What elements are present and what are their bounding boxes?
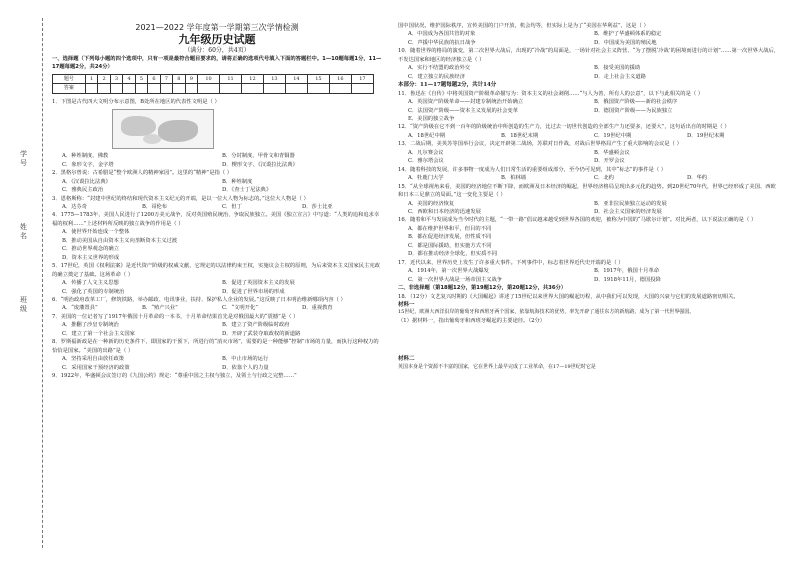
option-group bbox=[52, 321, 382, 338]
table-cell bbox=[135, 84, 147, 93]
answer-option: A．英国资产阶级革命——封建专制统治开始确立 bbox=[408, 99, 524, 106]
question bbox=[398, 166, 780, 183]
answer-option: D．开罗会议 bbox=[594, 158, 625, 165]
answer-option: B．促进了英国资本主义的发展 bbox=[222, 280, 295, 287]
table-cell: 11 bbox=[220, 74, 242, 83]
question-stem: 15．“从全球视角来看，美国的经济地位不断下降，而欧洲及日本经济的崛起，世界经济格局呈现出多元化的趋势。到20世纪70年代，世界已经形成了美国、西欧和日本三足鼎立的局面。”这一变化主要是（ ） bbox=[398, 183, 776, 199]
table-cell bbox=[241, 84, 263, 93]
question-stem: 5．17世纪，英国《权利法案》是近代资产阶级的权威文献，它规定的以法律约束王权，实施议会主权的原则，为后来资本主义国家民主宪政的确立奠定了基础。这场革命（ ） bbox=[52, 263, 380, 278]
question-18: 18．（12分）文艺复兴时期的《大国崛起》讲述了15世纪以来世界大国的崛起历程，从中我们可以发现，大国的兴衰与它们的发展道路密切相关。 bbox=[398, 293, 739, 300]
table-cell bbox=[285, 84, 307, 93]
binding-label: 名 bbox=[20, 232, 27, 240]
table-cell bbox=[98, 84, 110, 93]
answer-option: B．柏林墙 bbox=[501, 175, 527, 182]
table-cell: 6 bbox=[148, 74, 160, 83]
answer-option: D．都在推动经济全球化，但实质不同 bbox=[408, 251, 497, 258]
table-cell bbox=[160, 84, 172, 93]
table-cell: 14 bbox=[285, 74, 307, 83]
question-stem: 10．随着世界的格局的演变，第二次世界大战后，出现的“冷战”的局面是，一场针对社会主义阵营、“为了摆脱‘冷战’的困境而进行的计划”……第一次世界大战后，不发达国家和地区的经济独立是（ ） bbox=[398, 48, 780, 63]
answer-option: B．俄国资产阶级——新的社会秩序 bbox=[594, 99, 678, 106]
question bbox=[52, 169, 382, 194]
option-group bbox=[52, 355, 382, 372]
answer-option: A．达芬奇 bbox=[62, 203, 88, 210]
answer-option: A．实行不结盟的政治外交 bbox=[408, 65, 471, 72]
answer-option: A．“废藩置县” bbox=[62, 305, 98, 312]
question-stem: 4．1775—1783年，美国人民进行了1200万美元战争，反对英国殖民统治，争取民族独立。美国《独立宣言》中写道：“人类的追和追求幸福的权利……”上述材料所反映的独立战争的作用是（ ） bbox=[52, 212, 380, 227]
answer-option: C．声援中华民族的抗日战争 bbox=[408, 39, 476, 46]
table-cell: 10 bbox=[198, 74, 220, 83]
question bbox=[398, 140, 780, 165]
table-cell: 9 bbox=[185, 74, 197, 83]
table-cell: 2 bbox=[98, 74, 110, 83]
answer-option: A．中国成为各国共管的对象 bbox=[408, 31, 476, 38]
landmass bbox=[121, 116, 156, 136]
answer-option: D．走上社会主义道路 bbox=[594, 73, 646, 80]
table-cell: 7 bbox=[160, 74, 172, 83]
question bbox=[52, 296, 382, 313]
cut-line bbox=[42, 18, 43, 548]
world-map-figure bbox=[112, 109, 214, 149]
table-cell: 8 bbox=[173, 74, 185, 83]
table-cell bbox=[173, 84, 185, 93]
landmass bbox=[158, 120, 198, 142]
exam-title: 九年级历史试题 bbox=[178, 33, 256, 46]
question bbox=[52, 211, 382, 262]
question-stem: 1．下图是古代四大文明分布示意图，B处所在地区的代表性文明是（ ） bbox=[52, 98, 220, 105]
answer-option: C．“文明开化” bbox=[222, 305, 258, 312]
answer-option: C．都是国际援助，但实施方式不同 bbox=[408, 242, 492, 249]
answer-option: B．中止市场的运行 bbox=[222, 356, 269, 363]
answer-option: C．建立了第一个社会主义国家 bbox=[62, 330, 135, 337]
answer-option: D．重视教育 bbox=[302, 305, 333, 312]
answer-option: D．社会主义国家的经济发展 bbox=[594, 208, 662, 215]
table-cell: 4 bbox=[123, 74, 135, 83]
option-group bbox=[52, 304, 382, 312]
question-18-1: （1）据材料一，指出葡萄牙和西班牙崛起的主要途径。（2分） bbox=[398, 318, 546, 324]
answer-option: C．法国资产阶级——资本主义发展的社会变革 bbox=[408, 107, 518, 114]
binding-label: 姓 bbox=[20, 223, 27, 231]
binding-label: 级 bbox=[20, 305, 27, 313]
question-stem: 16．随着和平与发展成为当今时代的主题，“一带一路”倡议越来越受到世界各国的欢迎，被称为中国的“马歇尔计划”。对比两者，以下说法正确的是（ ） bbox=[398, 217, 757, 224]
option-group bbox=[52, 228, 382, 262]
table-cell: 15 bbox=[307, 74, 329, 83]
table-cell bbox=[85, 84, 97, 93]
material-text: 15世纪，欧洲大西洋沿岸的葡萄牙和西班牙两个国家，依靠航海技术的优势，率先开辟了通往东方的新航路，成为了第一代世界强国。 bbox=[398, 309, 695, 316]
question bbox=[398, 90, 780, 124]
answer-option: B．种姓制度 bbox=[222, 178, 253, 185]
question bbox=[52, 195, 382, 212]
answer-option: C．西欧和日本经济的迅速发展 bbox=[408, 208, 481, 215]
question-stem: 14．随着科技的发展，许多事物一度成为人们日常生活的重要组成部分，至今仍可见到，其中“标志”的事件是（ ） bbox=[398, 166, 667, 173]
answer-option: C．推动世界观念的确立 bbox=[62, 246, 120, 253]
question bbox=[398, 183, 780, 217]
option-group bbox=[52, 178, 382, 195]
question-stem: 2．黑格尔曾说：古希腊是“整个欧洲人的精神家园”。这里的“精神”是指（ ） bbox=[52, 170, 233, 177]
binding-label: 号 bbox=[20, 159, 27, 167]
question-list bbox=[398, 22, 780, 284]
question-stem: 13．二战后期，美英苏等国举行会议，决定开辟第二战场，苏联对日作战，对战后世界格局产生了重大影响的会议是（ ） bbox=[398, 141, 682, 148]
answer-option: C．采用国家干预经济的政策 bbox=[62, 364, 130, 371]
answer-option: C．雅典民主政治 bbox=[62, 187, 104, 194]
table-cell: 题号 bbox=[53, 74, 86, 83]
question bbox=[398, 47, 780, 81]
question-stem: 12．“资产阶级在它不到一百年的阶级统治中所创造的生产力，比过去一切世代创造的全部生产力还要多，还要大”，这句话出自的时期是（ ） bbox=[398, 124, 730, 131]
question-stem: 9．1922年，华盛顿会议签订的《九国公约》规定：“尊重中国之主权与独立，及领土与行政之完整……” bbox=[52, 373, 297, 380]
question-stem: 本部分：11—17题每题2分，共计14分 bbox=[398, 82, 497, 89]
option-group bbox=[398, 174, 780, 182]
answer-option: A．都在维护世界和平，但目的不同 bbox=[408, 225, 492, 232]
material-text: 英国本身是个资源不丰富的国家，它在世界上最早完成了工业革命，在17—19世纪时它是 bbox=[398, 363, 596, 370]
answer-table-head bbox=[53, 74, 374, 83]
answer-option: D．华约 bbox=[687, 175, 708, 182]
question bbox=[398, 22, 780, 47]
answer-option: D．德国资产阶级——为民族独立 bbox=[594, 107, 673, 114]
answer-option: A．坚持采用自由放任政策 bbox=[62, 356, 125, 363]
material-label: 材料二 bbox=[398, 356, 415, 363]
binding-label: 学 bbox=[20, 150, 27, 158]
question-stem: 8．罗斯福新政是在一种新的历史条件下，即国家的干预下，所进行的“消灭市场”，需要的是一种能够“控制”市场的力量，而执行这种权力的恰恰是国家。“美国的出路”是（ ） bbox=[52, 339, 379, 354]
question bbox=[52, 98, 382, 169]
binding-margin bbox=[20, 150, 34, 400]
school-year: 2021—2022 学年度第一学期第三次学情检测 bbox=[135, 23, 299, 32]
section-heading: 二、非选择题（第18题12分，第19题12分，第20题12分，共36分） bbox=[398, 285, 567, 292]
option-group bbox=[398, 267, 780, 284]
table-cell bbox=[220, 84, 242, 93]
answer-option: B．“殖产兴业” bbox=[142, 305, 178, 312]
section-heading: 一、选择题（下列每小题的四个选项中，只有一项是最符合题目要求的，请将正确的选项代号填入下面的答题栏中。1—10题每题1分，11—17题每题2分，共24分） bbox=[52, 56, 382, 71]
table-cell bbox=[351, 84, 373, 93]
table-cell bbox=[329, 84, 351, 93]
answer-option: D．19世纪末期 bbox=[687, 132, 725, 139]
answer-option: B．推动美国从自由资本主义向垄断资本主义过渡 bbox=[62, 237, 178, 244]
answer-option: A．18世纪中期 bbox=[408, 132, 446, 139]
question-stem: 11．鲁迅在《自传》中将英国资产阶级革命描写为：资本主义的社会剥削……“与人为善，所有人的公意”，以下与此相关的是（ ） bbox=[398, 90, 704, 97]
answer-option: B．1917年，俄国十月革命 bbox=[594, 268, 660, 275]
right-column bbox=[398, 22, 780, 372]
left-column bbox=[52, 22, 382, 381]
answer-option: D．依靠个人的力量 bbox=[222, 364, 269, 371]
question-stem: 17．近代以来，世界历史上发生了许多重大事件。下列事件中，标志着世界近代史开端的是（ ） bbox=[398, 259, 624, 266]
table-cell: 12 bbox=[241, 74, 263, 83]
question-stem: 6．“明治政府改革工厂，修筑铁路，举办邮政、电讯事业，扶持、保护私人企业的发展。”这反映了日本明治维新哪项内容（ ） bbox=[52, 296, 346, 303]
option-group bbox=[52, 279, 382, 296]
answer-option: D．楔形文字、《汉谟拉比法典》 bbox=[222, 161, 298, 168]
option-group bbox=[52, 152, 382, 169]
table-cell bbox=[123, 84, 135, 93]
option-group bbox=[398, 64, 780, 81]
table-cell: 13 bbox=[263, 74, 285, 83]
question bbox=[52, 313, 382, 338]
answer-option: B．建立了资产阶级临时政府 bbox=[222, 322, 290, 329]
question-stem: 7．美国的一位记者写了1917年俄国十月革命的一本书，十月革命结果首先是对俄国最大的“震撼”是（ ） bbox=[52, 313, 299, 320]
table-cell: 17 bbox=[351, 74, 373, 83]
table-cell: 1 bbox=[85, 74, 97, 83]
option-group bbox=[398, 132, 780, 140]
answer-option: B．分封制度、甲骨文和青铜器 bbox=[222, 153, 295, 160]
question bbox=[52, 262, 382, 296]
option-group bbox=[398, 200, 780, 217]
question bbox=[398, 216, 780, 258]
table-cell bbox=[198, 84, 220, 93]
answer-option: B．哥伦布 bbox=[142, 203, 168, 210]
option-group bbox=[398, 30, 780, 47]
question-list bbox=[52, 98, 382, 381]
answer-option: B．接受美国的援助 bbox=[594, 65, 641, 72]
table-cell bbox=[263, 84, 285, 93]
answer-option: C．但丁 bbox=[222, 203, 242, 210]
option-group bbox=[52, 203, 382, 211]
answer-option: A．推翻了沙皇专制统治 bbox=[62, 322, 119, 329]
exam-meta: （满分：60分，共4页） bbox=[184, 47, 250, 54]
answer-option: B．华盛顿会议 bbox=[594, 149, 630, 156]
table-cell: 5 bbox=[135, 74, 147, 83]
answer-option: C．雅尔塔会议 bbox=[408, 158, 444, 165]
question bbox=[52, 338, 382, 372]
answer-table bbox=[52, 74, 374, 94]
answer-option: A．美国的经济恢复 bbox=[408, 200, 455, 207]
answer-option: C．北约 bbox=[594, 175, 614, 182]
landmass bbox=[143, 134, 161, 144]
answer-option: A．种姓制度、佛教 bbox=[62, 153, 109, 160]
question-stem: 3．恩格斯称：“封建中世纪的终结和现代资本主义纪元的开端，是以一位大人物为标志的。”这位大人物是（ ） bbox=[52, 195, 309, 202]
answer-option: C．建立独立的民族经济 bbox=[408, 73, 466, 80]
answer-option: A．传播了人文主义思想 bbox=[62, 280, 119, 287]
answer-option: A．凡尔赛会议 bbox=[408, 149, 444, 156]
answer-option: B．维护了华盛顿体系的稳定 bbox=[594, 31, 662, 38]
answer-option: C．第一次世界大战是一场帝国主义战争 bbox=[408, 276, 503, 283]
option-group bbox=[398, 98, 780, 123]
answer-option: C．19世纪中期 bbox=[594, 132, 632, 139]
answer-option: C．强化了英国的专制统治 bbox=[62, 288, 125, 295]
question bbox=[52, 372, 382, 380]
table-cell: 3 bbox=[110, 74, 122, 83]
table-cell: 16 bbox=[329, 74, 351, 83]
question bbox=[398, 259, 780, 284]
table-cell bbox=[110, 84, 122, 93]
answer-option: D．资本主义世界的形成 bbox=[62, 254, 120, 261]
answer-option: D．促进了世界市场的形成 bbox=[222, 288, 285, 295]
question-stem: 国中国状况，维护国际秩序，宣传美国的门户开放，机会均等，但实际上是为了“美国在华利益”，这是（ ） bbox=[398, 23, 649, 29]
answer-option: D．开辟了武装夺取政权的新道路 bbox=[222, 330, 301, 337]
answer-option: A．使世界开始连成一个整体 bbox=[62, 229, 130, 236]
answer-option: D．中国成为美国的殖民地 bbox=[594, 39, 657, 46]
answer-option: E．美国的独立战争 bbox=[408, 115, 455, 122]
answer-option: B．亚非拉民族独立运动的发展 bbox=[594, 200, 667, 207]
table-cell bbox=[185, 84, 197, 93]
answer-option: B．18世纪末期 bbox=[501, 132, 539, 139]
answer-option: D．莎士比亚 bbox=[302, 203, 333, 210]
answer-option: A．1914年，第一次世界大战爆发 bbox=[408, 268, 489, 275]
table-cell bbox=[148, 84, 160, 93]
answer-table-row bbox=[53, 84, 374, 93]
table-cell: 答案 bbox=[53, 84, 86, 93]
exam-header bbox=[52, 22, 382, 55]
question bbox=[398, 123, 780, 140]
table-cell bbox=[307, 84, 329, 93]
option-group bbox=[398, 225, 780, 259]
answer-option: C．象形文字、金字塔 bbox=[62, 161, 114, 168]
option-group bbox=[398, 149, 780, 166]
answer-option: A．《汉谟拉比法典》 bbox=[62, 178, 111, 185]
binding-label: 班 bbox=[20, 296, 27, 304]
question bbox=[398, 81, 780, 89]
answer-option: B．都在促进经济发展，但性质不同 bbox=[408, 234, 492, 241]
answer-option: A．牡鹿门大学 bbox=[408, 175, 444, 182]
answer-option: D．《查士丁尼法典》 bbox=[222, 187, 272, 194]
answer-option: D．1918年11月，德国投降 bbox=[594, 276, 661, 283]
material-label: 材料一 bbox=[398, 301, 415, 308]
